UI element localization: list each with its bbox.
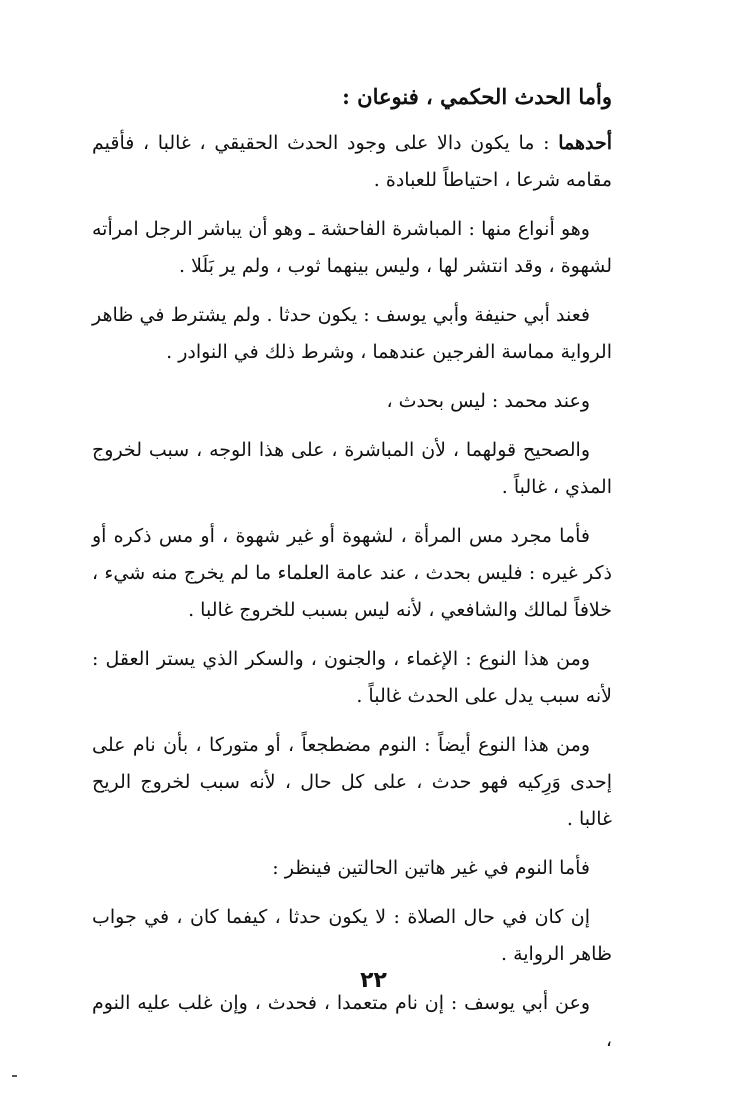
paragraph-text: فأما النوم في غير هاتين الحالتين فينظر :	[272, 857, 590, 879]
paragraph	[92, 211, 612, 285]
paragraph-text: والصحيح قولهما ، لأن المباشرة ، على هذا الوجه ، سبب لخروج المذي ، غالباً .	[92, 439, 612, 498]
paragraph-text: وعن أبي يوسف : إن نام متعمدا ، فحدث ، وإن غلب عليه النوم ،	[92, 992, 612, 1051]
paragraph	[92, 985, 612, 1059]
paragraph-text: : ما يكون دالا على وجود الحدث الحقيقي ، غالبا ، فأقيم مقامه شرعا ، احتياطاً للعبادة .	[92, 132, 612, 191]
paragraph-text: فعند أبي حنيفة وأبي يوسف : يكون حدثا . ولم يشترط في ظاهر الرواية مماسة الفرجين عندهما ، وشرط ذلك في النوادر .	[92, 304, 612, 363]
paragraph-text: ومن هذا النوع : الإغماء ، والجنون ، والسكر الذي يستر العقل : لأنه سبب يدل على الحدث غالباً .	[92, 648, 612, 707]
paragraph	[92, 899, 612, 973]
paragraph	[92, 383, 612, 420]
paragraph	[92, 641, 612, 715]
paragraph	[92, 727, 612, 838]
document-body	[92, 78, 612, 1071]
paragraph	[92, 432, 612, 506]
paragraph	[92, 518, 612, 629]
paragraph-text: إن كان في حال الصلاة : لا يكون حدثا ، كيفما كان ، في جواب ظاهر الرواية .	[92, 906, 612, 965]
page-number: ٢٢	[360, 968, 387, 993]
paragraph-text: فأما مجرد مس المرأة ، لشهوة أو غير شهوة ، أو مس ذكره أو ذكر غيره : فليس بحدث ، عند عامة العلماء ما لم يخرج منه شيء ، خلافاً لمالك والشافعي ، لأنه ليس بسبب للخروج غالبا .	[92, 525, 612, 621]
paragraph-lead: أحدهما	[558, 132, 612, 154]
paragraph	[92, 297, 612, 371]
paragraph-text: وعند محمد : ليس بحدث ،	[386, 390, 590, 412]
section-heading: وأما الحدث الحكمي ، فنوعان :	[342, 84, 612, 109]
scan-mark	[12, 1075, 17, 1077]
paragraph	[92, 850, 612, 887]
paragraph-text: ومن هذا النوع أيضاً : النوم مضطجعاً ، أو متوركا ، بأن نام على إحدى وَرِكيه فهو حدث ، على كل حال ، لأنه سبب لخروج الريح غالبا .	[92, 734, 612, 830]
paragraph-text: وهو أنواع منها : المباشرة الفاحشة ـ وهو أن يباشر الرجل امرأته لشهوة ، وقد انتشر لها ، وليس بينهما ثوب ، ولم ير بَلَلا .	[92, 218, 612, 277]
paragraph	[92, 125, 612, 199]
